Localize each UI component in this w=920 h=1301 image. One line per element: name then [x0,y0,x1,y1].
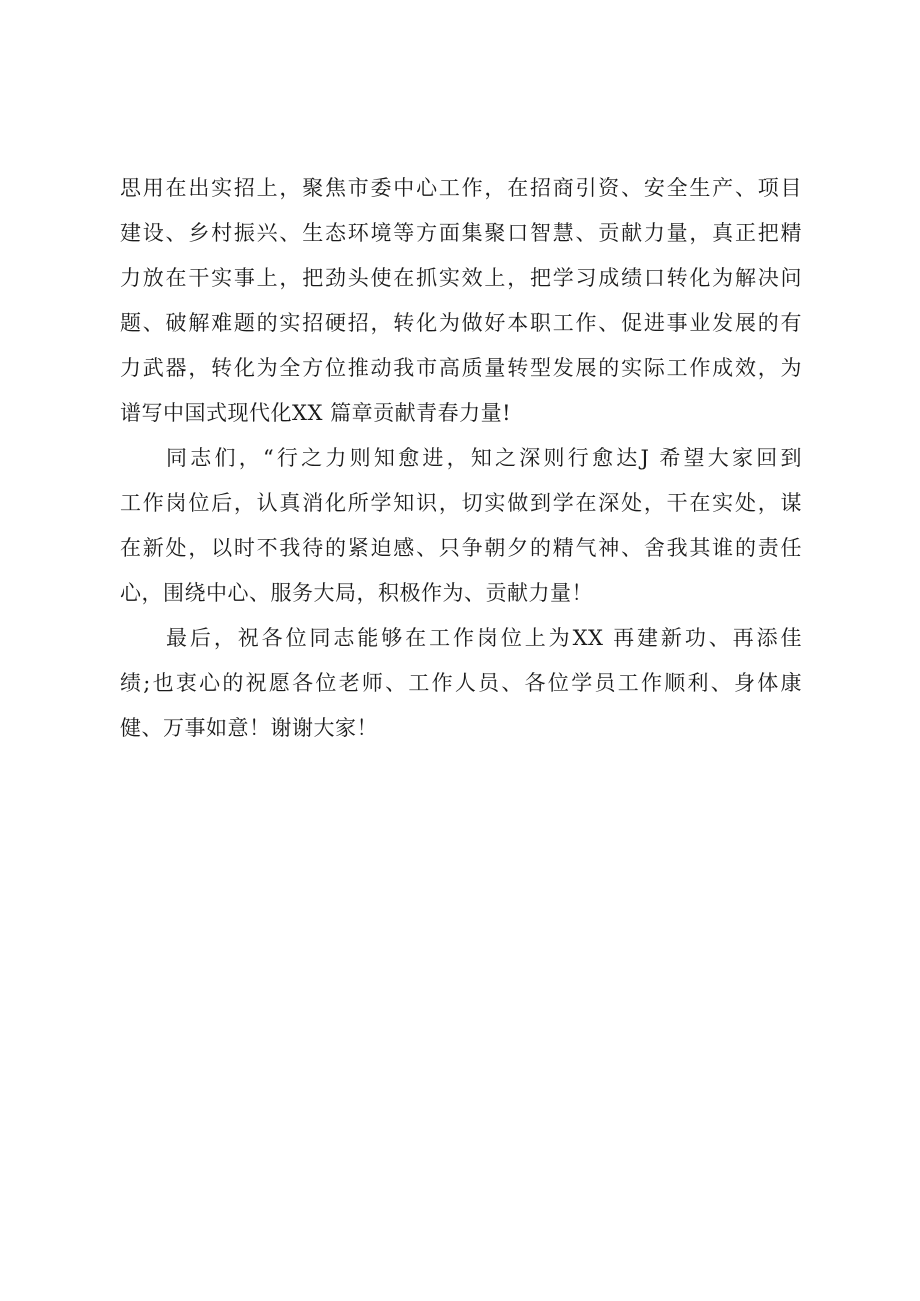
document-body [120,166,802,751]
paragraph-line: 同志们，“行之力则知愈进，知之深则行愈达J 希望大家回到 [166,446,802,470]
paragraph-line: 谱写中国式现代化XX 篇章贡献青春力量! [120,401,512,425]
paragraph-line: 力放在干实事上，把劲头使在抓实效上，把学习成绩口转化为解决问 [120,266,802,290]
paragraph-1 [120,166,802,436]
paragraph-line: 在新处，以时不我待的紧迫感、只争朝夕的精气神、舍我其谁的责任 [120,536,802,560]
paragraph-line: 思用在出实招上，聚焦市委中心工作，在招商引资、安全生产、项目 [120,176,802,200]
paragraph-line: 力武器，转化为全方位推动我市高质量转型发展的实际工作成效，为 [120,356,802,380]
paragraph-line: 心，围绕中心、服务大局，积极作为、贡献力量！ [120,581,593,605]
paragraph-3 [120,616,802,751]
paragraph-2 [120,436,802,616]
paragraph-line: 健、万事如意！谢谢大家！ [120,716,378,740]
paragraph-line: 绩;也衷心的祝愿各位老师、工作人员、各位学员工作顺利、身体康 [120,671,802,695]
paragraph-line: 最后，祝各位同志能够在工作岗位上为XX 再建新功、再添佳 [166,626,802,650]
paragraph-line: 题、破解难题的实招硬招，转化为做好本职工作、促进事业发展的有 [120,311,802,335]
paragraph-line: 工作岗位后，认真消化所学知识，切实做到学在深处，干在实处，谋 [120,491,802,515]
paragraph-line: 建设、乡村振兴、生态环境等方面集聚口智慧、贡献力量，真正把精 [120,221,802,245]
